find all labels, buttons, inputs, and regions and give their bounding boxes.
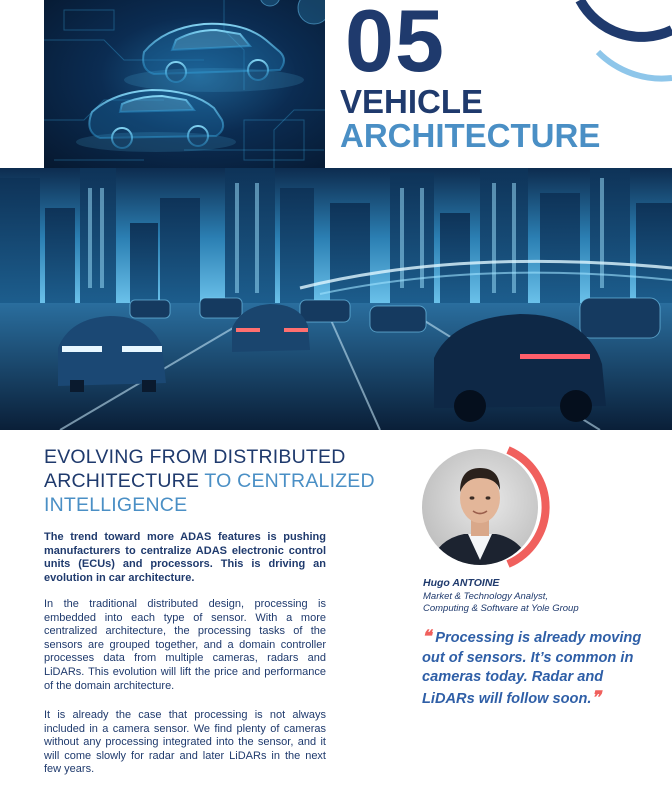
analyst-portrait	[420, 442, 550, 572]
analyst-role-line2: Computing & Software at Yole Group	[423, 603, 579, 614]
pull-quote	[422, 627, 642, 709]
connected-car-illustration	[44, 0, 325, 168]
article-heading-accent: TO CENTRALIZED INTELLIGENCE	[44, 470, 375, 516]
body-paragraph-2: It is already the case that processing is not always included in a camera sensor. We find plenty of cameras without any processing integrated into the sensor, and it will come slowly for radar and later LiDARs in the next few years.	[44, 709, 326, 776]
open-quote-icon: ❝	[422, 627, 432, 646]
pull-quote-text: Processing is already moving out of sensors. It’s common in cameras today. Radar and LiDARs will follow soon.	[422, 630, 642, 707]
article-heading	[44, 445, 414, 517]
decorative-arcs	[560, 0, 672, 90]
article-heading-main: EVOLVING FROM DISTRIBUTED ARCHITECTURE	[44, 446, 346, 492]
close-quote-icon: ❞	[591, 687, 601, 707]
page-title-line1: VEHICLE	[340, 83, 484, 120]
page-title-line2: ARCHITECTURE	[340, 117, 601, 154]
analyst-name: Hugo ANTOINE	[423, 577, 500, 589]
body-paragraph-1: In the traditional distributed design, processing is embedded into each type of sensor. With a more centralized architecture, the processing tasks of the sensors are grouped together, and a domain controller processes data from multiple cameras, radars and LiDARs. This evolution will lift the price and performance of the domain architecture.	[44, 598, 326, 692]
analyst-role	[423, 591, 643, 615]
lead-paragraph: The trend toward more ADAS features is pushing manufacturers to centralize ADAS electronic control units (ECUs) and processors. This is driving an evolution in car architecture.	[44, 531, 326, 584]
analyst-role-line1: Market & Technology Analyst,	[423, 591, 548, 602]
city-traffic-photo	[0, 168, 672, 430]
section-number: 05	[345, 0, 445, 90]
